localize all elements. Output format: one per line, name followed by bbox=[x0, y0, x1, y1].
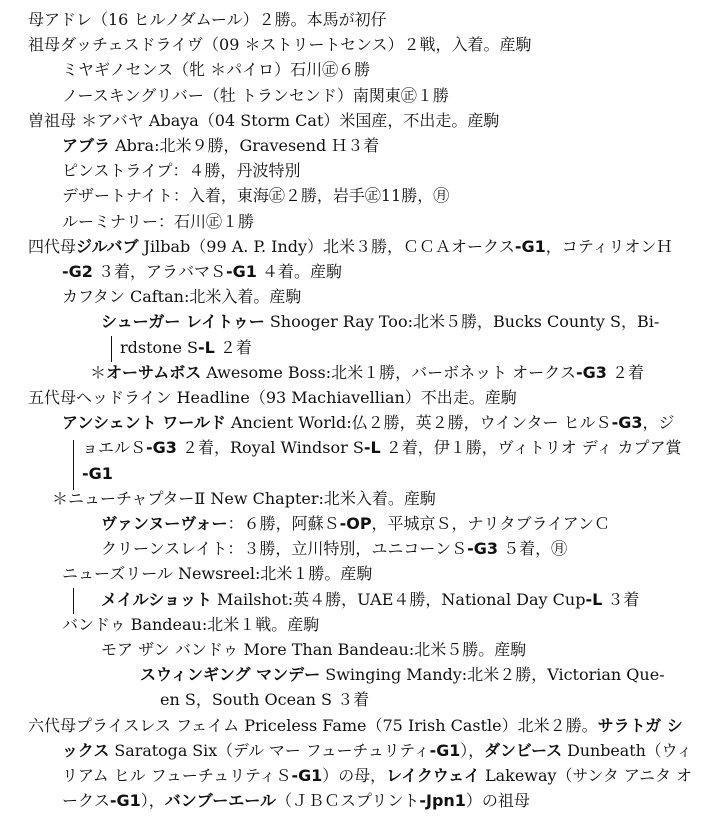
bold-name: アンシェント ワールド bbox=[62, 413, 226, 433]
text-segment: en S，South Ocean S ３着 bbox=[160, 690, 370, 710]
bold-name: サラトガ シ bbox=[597, 715, 683, 735]
text-segment: ）の祖母 bbox=[465, 791, 530, 811]
text-line bbox=[82, 463, 113, 485]
text-segment: ２着，Royal Windsor S bbox=[176, 438, 364, 458]
text-line bbox=[28, 34, 532, 56]
text-segment: ミヤギノセンス（牝 ＊パイロ）石川㊣６勝 bbox=[62, 60, 371, 80]
bold-name: -G3 bbox=[611, 413, 643, 433]
text-line bbox=[101, 513, 610, 535]
bold-name: -G1 bbox=[82, 463, 113, 483]
text-segment: ２着，伊１勝，ヴィトリオ ディ カプア賞 bbox=[380, 438, 682, 458]
text-segment: Lakeway（サンタ アニタ オ bbox=[480, 766, 692, 785]
text-line bbox=[62, 740, 692, 762]
text-segment: クリーンスレイト：３勝，立川特別，ユニコーンＳ bbox=[101, 539, 468, 559]
text-segment: ３着 bbox=[602, 589, 640, 609]
bold-name: -G3 bbox=[467, 539, 498, 559]
text-line bbox=[101, 589, 639, 611]
text-segment: rdstone S bbox=[120, 337, 198, 357]
text-segment: ノースキングリバー（牡 トランセンド）南関東㊣１勝 bbox=[62, 85, 449, 105]
bold-name: -L bbox=[585, 589, 603, 609]
bold-name: -G1 bbox=[429, 740, 461, 760]
text-segment: ピンストライプ：４勝，丹波特別 bbox=[62, 161, 301, 181]
text-segment: Swinging Mandy:北米２勝，Victorian Que- bbox=[320, 665, 665, 685]
text-line bbox=[62, 160, 301, 182]
text-line bbox=[62, 59, 370, 81]
text-line bbox=[62, 765, 692, 787]
bold-name: -G2 bbox=[62, 262, 93, 281]
text-line bbox=[62, 135, 379, 157]
text-segment: ２着 bbox=[606, 362, 645, 382]
text-segment: モア ザン バンドゥ More Than Bandeau:北米５勝。産駒 bbox=[101, 640, 527, 659]
bold-name: -L bbox=[363, 438, 381, 458]
bold-name: -L bbox=[197, 337, 215, 357]
text-segment: Awesome Boss:北米１勝，バーボネット オークス bbox=[201, 362, 577, 382]
bold-name: ヴァンヌーヴォー bbox=[101, 514, 228, 533]
text-segment: Mailshot:英４勝，UAE４勝，National Day Cup bbox=[211, 589, 586, 609]
text-segment: （ＪＢＣスプリント bbox=[275, 791, 420, 811]
bold-name: -G1 bbox=[514, 236, 546, 256]
text-line bbox=[62, 85, 449, 107]
text-segment: ニューズリール Newsreel:北米１勝。産駒 bbox=[62, 564, 373, 584]
text-line bbox=[62, 790, 530, 812]
text-segment: ５着，㊊ bbox=[498, 539, 568, 559]
text-segment: ルーミナリー：石川㊣１勝 bbox=[62, 211, 255, 231]
text-segment: 六代母プライスレス フェイム Priceless Fame（75 Irish Castle）北米２勝。 bbox=[28, 715, 598, 735]
text-line bbox=[28, 110, 499, 132]
text-segment: リアム ヒル フューチュリティＳ bbox=[62, 766, 292, 785]
text-segment: ：６勝，阿蘇Ｓ bbox=[227, 514, 340, 533]
branch-line bbox=[73, 588, 74, 614]
bold-name: オーサムボス bbox=[106, 362, 202, 382]
bold-name: -G1 bbox=[109, 791, 141, 811]
bold-name: ダンビース bbox=[484, 740, 563, 760]
branch-line bbox=[73, 440, 74, 490]
bold-name: -G1 bbox=[291, 766, 323, 785]
bold-name: メイルショット bbox=[101, 589, 212, 609]
text-segment: Jilbab（99 A. P. Indy）北米３勝，ＣＣＡオークス bbox=[138, 236, 515, 256]
bold-name: ジルバブ bbox=[76, 236, 139, 256]
text-line bbox=[62, 261, 342, 283]
text-segment: カフタン Caftan:北米入着。産駒 bbox=[62, 287, 302, 307]
text-line bbox=[28, 387, 517, 409]
text-segment: Ancient World:仏２勝，英２勝，ウインター ヒルＳ bbox=[225, 413, 612, 433]
bold-name: -Jpn1 bbox=[419, 791, 466, 811]
text-segment: バンドゥ Bandeau:北米１戦。産駒 bbox=[62, 614, 320, 634]
text-line bbox=[101, 311, 659, 333]
text-line bbox=[82, 437, 682, 459]
text-segment: Abra:北米９勝，Gravesend Ｈ３着 bbox=[110, 136, 380, 155]
text-segment: ，平城京Ｓ，ナリタブライアンＣ bbox=[371, 514, 610, 533]
bold-name: アブラ bbox=[62, 136, 111, 155]
text-segment: Shooger Ray Too:北米５勝，Bucks County S，Bi- bbox=[264, 312, 660, 332]
text-line bbox=[62, 211, 254, 233]
text-segment: ）， bbox=[140, 791, 165, 811]
text-line bbox=[52, 488, 436, 510]
text-segment: 五代母ヘッドライン Headline（93 Machiavellian）不出走。産駒 bbox=[28, 388, 517, 407]
text-segment: ＊ bbox=[90, 362, 107, 382]
text-segment: デザートナイト：入着，東海㊣２勝，岩手㊣11勝，㊊ bbox=[62, 186, 450, 206]
text-segment: ）の母， bbox=[322, 766, 387, 785]
text-line bbox=[28, 715, 683, 737]
text-line bbox=[90, 362, 644, 384]
text-segment: 曽祖母 ＊アバヤ Abaya（04 Storm Cat）米国産，不出走。産駒 bbox=[28, 110, 500, 130]
bold-name: -G1 bbox=[226, 262, 257, 281]
text-segment: ークス bbox=[62, 791, 110, 811]
text-segment: 母アドレ（16 ヒルノダムール）２勝。本馬が初仔 bbox=[28, 10, 387, 29]
text-line bbox=[140, 664, 665, 686]
text-line bbox=[62, 412, 674, 434]
text-line bbox=[28, 236, 672, 258]
text-segment: ３着，アラバマＳ bbox=[92, 262, 226, 281]
branch-line bbox=[111, 336, 112, 362]
bold-name: レイクウェイ bbox=[386, 766, 481, 785]
bold-name: スウィンギング マンデー bbox=[140, 665, 321, 685]
bold-name: シューガー レイトゥー bbox=[101, 312, 265, 332]
text-segment: 四代母 bbox=[28, 236, 77, 256]
bold-name: -G3 bbox=[146, 438, 177, 458]
text-line bbox=[101, 538, 567, 560]
text-segment: ，ジ bbox=[642, 413, 675, 433]
text-line bbox=[62, 185, 449, 207]
text-line bbox=[101, 639, 526, 661]
bold-name: バンブーエール bbox=[164, 791, 276, 811]
text-segment: Saratoga Six（デル マー フューチュリティ bbox=[109, 740, 430, 760]
text-segment: ＊ニューチャプターⅡ New Chapter:北米入着。産駒 bbox=[52, 488, 436, 508]
text-segment: 祖母ダッチェスドライヴ（09 ＊ストリートセンス）２戦，入着。産駒 bbox=[28, 35, 532, 55]
text-line bbox=[62, 286, 301, 308]
text-segment: ）， bbox=[460, 740, 485, 760]
text-segment: ２着 bbox=[214, 337, 252, 357]
bold-name: -G3 bbox=[576, 362, 607, 382]
text-line bbox=[160, 689, 369, 711]
text-segment: ョエルＳ bbox=[82, 438, 147, 458]
text-line bbox=[28, 9, 387, 31]
text-segment: ４着。産駒 bbox=[256, 262, 342, 281]
text-line bbox=[120, 337, 252, 359]
bold-name: ックス bbox=[62, 740, 110, 760]
text-line bbox=[62, 563, 372, 585]
text-segment: ，コティリオンＨ bbox=[545, 236, 673, 256]
text-segment: Dunbeath（ウィ bbox=[562, 740, 693, 760]
bold-name: -OP bbox=[339, 514, 372, 533]
text-line bbox=[62, 614, 319, 636]
